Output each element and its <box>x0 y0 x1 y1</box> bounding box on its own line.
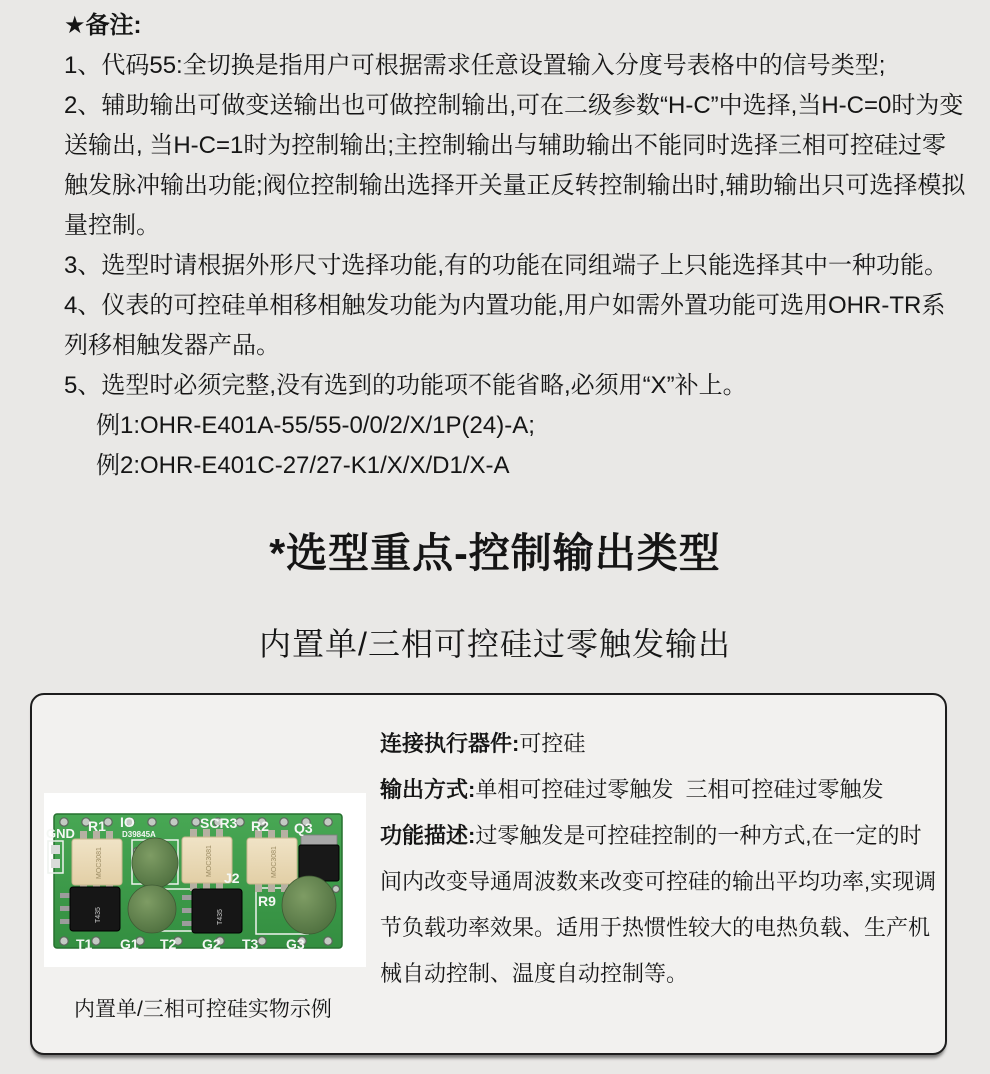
power-device-q3 <box>299 835 339 881</box>
pcb-photo-column <box>44 715 380 1053</box>
example-line-1: 例1:OHR-E401A-55/55-0/0/2/X/1P(24)-A; <box>96 412 535 439</box>
label-code: D39845A <box>122 830 156 839</box>
spec-description <box>380 813 937 997</box>
spec-description-value: 过零触发是可控硅控制的一种方式,在一定的时间内改变导通周波数来改变可控硅的输出平均功率,实现调节负载功率效果。适用于热惯性较大的电热负载、生产机械自动控制、温度自动控制等。 <box>380 823 937 986</box>
note-item-2: 2、辅助输出可做变送输出也可做控制输出,可在二级参数“H-C”中选择,当H-C=0时为变送输出, 当H-C=1时为控制输出;主控制输出与辅助输出不能同时选择三相可控硅过零触发脉冲输出功能;阀位控制输出选择开关量正反转控制输出时,辅助输出只可选择模拟量控制。 <box>64 92 966 239</box>
pcb-caption: 内置单/三相可控硅实物示例 <box>74 998 332 1021</box>
label-j2: J2 <box>224 870 240 886</box>
label-r2: R2 <box>251 818 269 834</box>
note-item-4: 4、仪表的可控硅单相移相触发功能为内置功能,用户如需外置功能可选用OHR-TR系列移相触发器产品。 <box>64 292 946 359</box>
product-card <box>30 693 947 1055</box>
pad <box>51 859 60 868</box>
label-g3: G3 <box>286 936 305 952</box>
spec-output-mode-label: 输出方式: <box>380 777 476 802</box>
label-g1: G1 <box>120 936 139 952</box>
pcb-photo-svg <box>44 793 366 967</box>
label-r9: R9 <box>258 893 276 909</box>
label-gnd: GND <box>46 826 75 841</box>
note-item-5: 5、选型时必须完整,没有选到的功能项不能省略,必须用“X”补上。 <box>64 372 747 399</box>
label-r1: R1 <box>88 818 106 834</box>
label-scr3: SCR3 <box>200 815 238 831</box>
spec-output-mode-value: 单相可控硅过零触发 三相可控硅过零触发 <box>475 777 884 802</box>
note-item-1: 1、代码55:全切换是指用户可根据需求任意设置输入分度号表格中的信号类型; <box>64 52 886 79</box>
spec-actuator-value: 可控硅 <box>519 731 586 756</box>
notes-title: ★备注: <box>64 12 142 39</box>
example-line-2: 例2:OHR-E401C-27/27-K1/X/X/D1/X-A <box>96 452 510 479</box>
specs-column <box>380 715 937 1053</box>
chip-marking: MOC3081 <box>96 847 103 879</box>
notes-section <box>0 0 990 486</box>
label-g2: G2 <box>202 936 221 952</box>
spec-output-mode <box>380 767 937 813</box>
label-t1: T1 <box>76 936 93 952</box>
label-t3: T3 <box>242 936 259 952</box>
pcb-board <box>46 814 342 952</box>
spec-description-label: 功能描述: <box>380 823 476 848</box>
pcb-board-image <box>44 793 366 967</box>
note-item-3: 3、选型时请根据外形尺寸选择功能,有的功能在同组端子上只能选择其中一种功能。 <box>64 252 949 279</box>
label-q3: Q3 <box>294 820 313 836</box>
spec-actuator-label: 连接执行器件: <box>380 731 520 756</box>
section-title: *选型重点-控制输出类型 <box>269 530 721 576</box>
triac-marking: T435 <box>217 909 224 925</box>
pad <box>51 845 60 854</box>
triac-marking: T435 <box>95 907 102 923</box>
chip-marking: MOC3081 <box>271 846 278 878</box>
label-io: IO <box>120 814 135 830</box>
label-t2: T2 <box>160 936 177 952</box>
section-subtitle: 内置单/三相可控硅过零触发输出 <box>259 626 731 662</box>
optocoupler-chip-3 <box>247 830 297 892</box>
spec-actuator <box>380 721 937 767</box>
optocoupler-chip-1 <box>72 831 122 893</box>
chip-marking: MOC3081 <box>206 845 213 877</box>
